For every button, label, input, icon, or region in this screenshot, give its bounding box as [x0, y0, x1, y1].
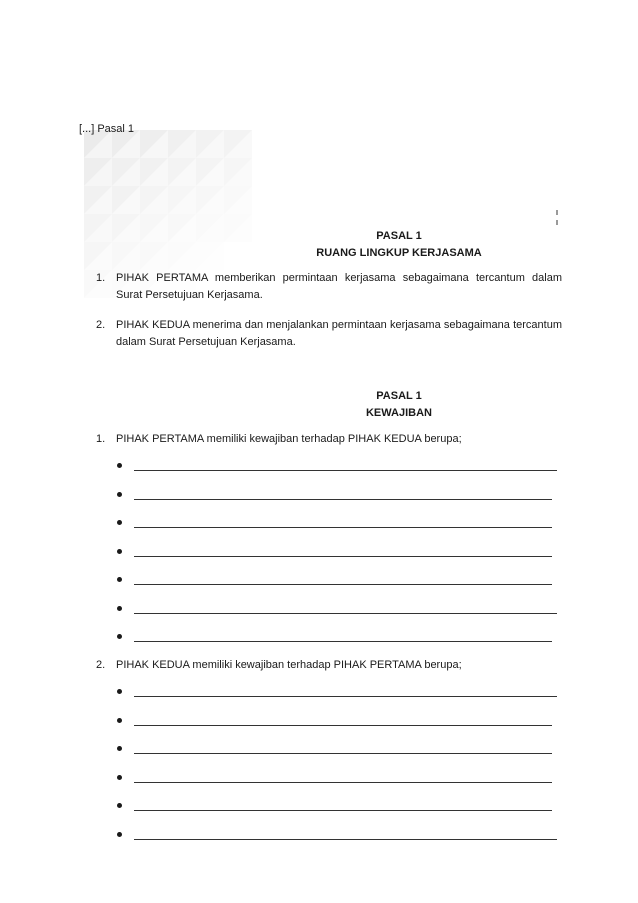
section-heading [79, 388, 559, 422]
blank-fill-line [134, 725, 552, 726]
blank-fill-line [134, 613, 557, 614]
pasal-number: PASAL 1 [376, 230, 422, 242]
bullet-icon [117, 803, 122, 808]
numbered-item [96, 431, 562, 448]
bullet-blank-line [117, 685, 558, 701]
blank-fill-line [134, 696, 557, 697]
bullet-icon [117, 549, 122, 554]
blank-fill-line [134, 753, 552, 754]
pasal-title: RUANG LINGKUP KERJASAMA [316, 247, 482, 259]
bullet-blank-line [117, 714, 558, 730]
bullet-icon [117, 520, 122, 525]
document-header: [...] Pasal 1 [79, 123, 135, 135]
blank-fill-line [134, 470, 557, 471]
item-number: 2. [96, 659, 106, 671]
bullet-blank-line [117, 459, 558, 475]
bullet-blank-line [117, 630, 558, 646]
bullet-blank-line [117, 742, 558, 758]
bullet-blank-line [117, 771, 558, 787]
blank-fill-line [134, 584, 552, 585]
numbered-item [96, 657, 562, 674]
bullet-icon [117, 492, 122, 497]
page-edge-mark [556, 210, 558, 215]
blank-fill-line [134, 527, 552, 528]
bullet-icon [117, 832, 122, 837]
numbered-item [96, 270, 562, 304]
section-heading [79, 228, 559, 262]
bullet-icon [117, 718, 122, 723]
pasal-number: PASAL 1 [376, 390, 422, 402]
blank-fill-line [134, 782, 552, 783]
bullet-blank-line [117, 488, 558, 504]
numbered-item [96, 317, 562, 351]
item-text: PIHAK PERTAMA memiliki kewajiban terhadap PIHAK KEDUA berupa; [116, 433, 462, 445]
bullet-blank-line [117, 602, 558, 618]
bullet-icon [117, 606, 122, 611]
page-edge-mark [556, 220, 558, 225]
blank-fill-line [134, 810, 552, 811]
bullet-icon [117, 634, 122, 639]
pasal-title: KEWAJIBAN [365, 407, 432, 419]
bullet-icon [117, 463, 122, 468]
item-text: PIHAK PERTAMA memberikan permintaan kerjasama sebagaimana tercantum dalam Surat Persetujuan Kerjasama. [116, 272, 562, 301]
item-number: 2. [96, 319, 106, 331]
bullet-blank-line [117, 573, 558, 589]
bullet-icon [117, 746, 122, 751]
item-number: 1. [96, 433, 106, 445]
item-text: PIHAK KEDUA memiliki kewajiban terhadap PIHAK PERTAMA berupa; [116, 659, 462, 671]
bullet-blank-line [117, 516, 558, 532]
bullet-icon [117, 689, 122, 694]
blank-fill-line [134, 839, 557, 840]
blank-fill-line [134, 556, 552, 557]
blank-fill-line [134, 641, 552, 642]
bullet-icon [117, 577, 122, 582]
item-text: PIHAK KEDUA menerima dan menjalankan permintaan kerjasama sebagaimana tercantum dalam Surat Persetujuan Kerjasama. [116, 319, 562, 348]
bullet-blank-line [117, 799, 558, 815]
item-number: 1. [96, 272, 106, 284]
bullet-icon [117, 775, 122, 780]
bullet-blank-line [117, 828, 558, 844]
blank-fill-line [134, 499, 552, 500]
bullet-blank-line [117, 545, 558, 561]
